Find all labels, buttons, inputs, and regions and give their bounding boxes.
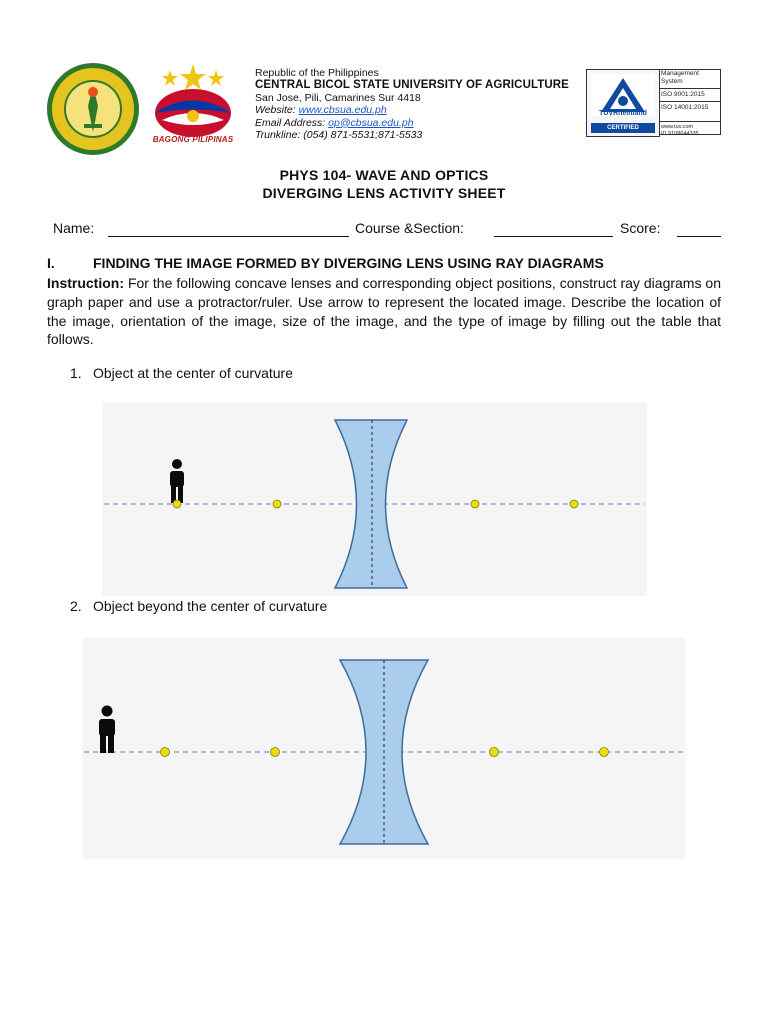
focal-point-marker (490, 748, 499, 757)
focal-point-marker (173, 500, 181, 508)
score-blank[interactable] (677, 236, 721, 237)
course-title: PHYS 104- WAVE AND OPTICS (279, 167, 489, 183)
address-line: San Jose, Pili, Camarines Sur 4418 (255, 91, 421, 104)
instruction-text: For the following concave lenses and corresponding object positions, construct ray diagrams on graph paper and use a protractor/ruler. Use arrow to represent the located image. Describe the location of the image, orientation of the image, size of the image, and the type of image by filling out the table that follows. (47, 275, 721, 348)
section-number: I. (47, 255, 55, 271)
item-number: 2. (70, 598, 82, 614)
cbsua-seal-logo (46, 62, 140, 156)
focal-point-marker (271, 748, 280, 757)
trunkline-line: Trunkline: (054) 871-5531;871-5533 (255, 129, 423, 142)
website-link[interactable]: www.cbsua.edu.ph (298, 104, 387, 117)
focal-point-marker (161, 748, 170, 757)
focal-point-marker (600, 748, 609, 757)
course-section-blank[interactable] (494, 236, 613, 237)
mgmt-line: ISO 14001:2015 (661, 104, 709, 111)
name-blank[interactable] (108, 236, 349, 237)
tuv-certification-badge (586, 69, 660, 137)
tuv-id: ID 9108644335 (661, 130, 699, 137)
diverging-lens-diagram-1 (102, 402, 647, 596)
instruction-paragraph (47, 274, 721, 349)
course-section-label: Course &Section: (355, 220, 464, 236)
focal-point-marker (570, 500, 578, 508)
diverging-lens-diagram-2 (82, 638, 686, 859)
sheet-title: DIVERGING LENS ACTIVITY SHEET (262, 185, 506, 201)
tuv-web: www.tuv.com (661, 124, 693, 130)
tuv-brand-label: TÜVRheinland (599, 110, 647, 117)
item-number: 1. (70, 365, 82, 381)
university-header (255, 67, 585, 141)
focal-point-marker (273, 500, 281, 508)
country-line: Republic of the Philippines (255, 67, 379, 79)
website-label: Website: (255, 104, 296, 117)
website-line (255, 104, 585, 116)
instruction-label: Instruction: (47, 275, 124, 291)
tuv-certified-label: CERTIFIED (591, 123, 655, 133)
name-label: Name: (53, 220, 95, 236)
score-label: Score: (620, 220, 661, 236)
person-object-icon (170, 459, 184, 503)
item-text: Object beyond the center of curvature (93, 598, 328, 614)
bagong-pilipinas-caption: BAGONG PILIPINAS (152, 135, 234, 144)
focal-point-marker (471, 500, 479, 508)
management-system-box (659, 69, 721, 135)
item-text: Object at the center of curvature (93, 365, 293, 381)
email-line (255, 117, 585, 129)
section-title: FINDING THE IMAGE FORMED BY DIVERGING LENS USING RAY DIAGRAMS (93, 255, 604, 271)
email-label: Email Address: (255, 116, 326, 129)
email-link[interactable]: op@cbsua.edu.ph (328, 116, 414, 129)
university-name: CENTRAL BICOL STATE UNIVERSITY OF AGRICULTURE (255, 79, 569, 92)
mgmt-line: System (661, 78, 683, 85)
mgmt-line: Management (661, 70, 699, 77)
mgmt-line: ISO 9001:2015 (661, 91, 705, 98)
person-object-icon (99, 706, 115, 754)
